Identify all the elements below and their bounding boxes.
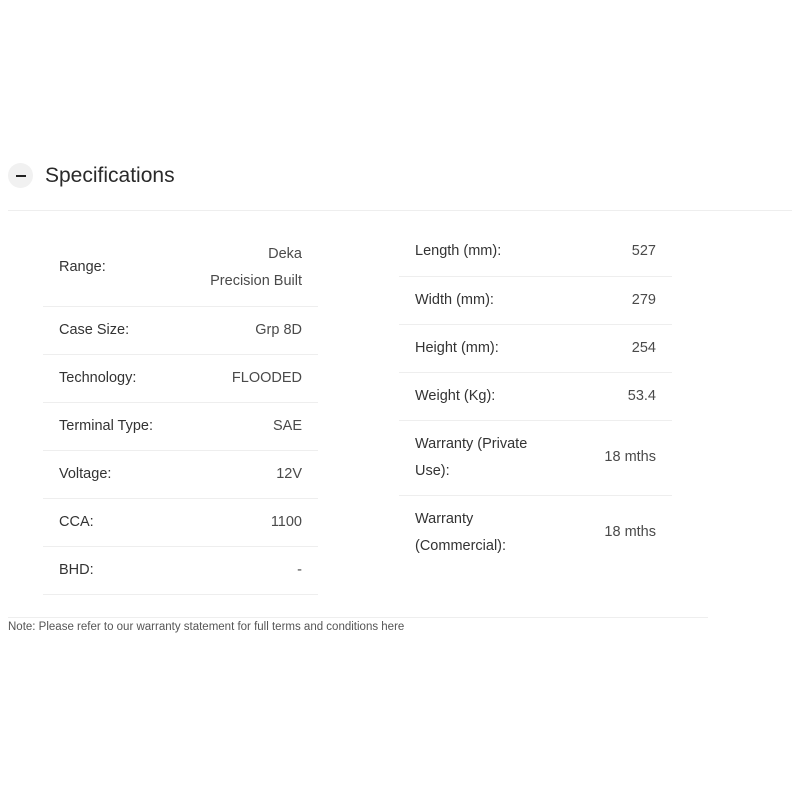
spec-label: BHD: <box>43 546 182 594</box>
minus-icon <box>16 175 26 177</box>
spec-label: Case Size: <box>43 306 182 354</box>
collapse-toggle-button[interactable] <box>8 163 33 188</box>
spec-label: Width (mm): <box>399 276 577 324</box>
spec-value: - <box>182 546 318 594</box>
spec-label: CCA: <box>43 498 182 546</box>
spec-value: 12V <box>182 450 318 498</box>
spec-value: 527 <box>577 228 672 276</box>
spec-value: 18 mths <box>604 524 656 541</box>
footer-divider <box>8 617 708 618</box>
section-title: Specifications <box>45 164 175 187</box>
spec-label-line: (Commercial): <box>415 537 507 554</box>
spec-value-line: Precision Built <box>210 272 302 289</box>
spec-value: 254 <box>577 324 672 372</box>
spec-table-left <box>43 230 318 595</box>
spec-label: Height (mm): <box>399 324 577 372</box>
spec-value: 53.4 <box>577 372 672 420</box>
spec-value-line: Deka <box>268 245 302 262</box>
spec-label: Terminal Type: <box>43 402 182 450</box>
spec-row-case-size <box>43 306 318 354</box>
spec-row-warranty-commercial <box>399 495 672 570</box>
spec-label: Range: <box>43 230 182 306</box>
spec-label-line: Use): <box>415 462 450 479</box>
spec-value: SAE <box>182 402 318 450</box>
spec-row-terminal-type <box>43 402 318 450</box>
spec-label <box>399 495 577 570</box>
spec-row-cca <box>43 498 318 546</box>
spec-table-right <box>399 228 672 570</box>
spec-label-line: Warranty <box>415 510 474 527</box>
spec-value: FLOODED <box>182 354 318 402</box>
spec-row-warranty-private <box>399 420 672 495</box>
spec-row-voltage <box>43 450 318 498</box>
warranty-footnote[interactable]: Note: Please refer to our warranty statement for full terms and conditions here <box>8 621 405 633</box>
specifications-header <box>8 160 792 211</box>
spec-value: Grp 8D <box>182 306 318 354</box>
spec-label: Voltage: <box>43 450 182 498</box>
spec-label <box>399 420 577 495</box>
spec-label-line: Warranty (Private <box>415 435 528 452</box>
spec-value <box>182 230 318 306</box>
spec-label: Weight (Kg): <box>399 372 577 420</box>
spec-row-bhd <box>43 546 318 594</box>
spec-row-range <box>43 230 318 306</box>
spec-row-length <box>399 228 672 276</box>
spec-row-technology <box>43 354 318 402</box>
spec-value: 1100 <box>182 498 318 546</box>
spec-value: 279 <box>577 276 672 324</box>
spec-row-weight <box>399 372 672 420</box>
spec-value: 18 mths <box>577 420 672 495</box>
spec-label: Length (mm): <box>399 228 577 276</box>
spec-row-width <box>399 276 672 324</box>
spec-label: Technology: <box>43 354 182 402</box>
spec-row-height <box>399 324 672 372</box>
